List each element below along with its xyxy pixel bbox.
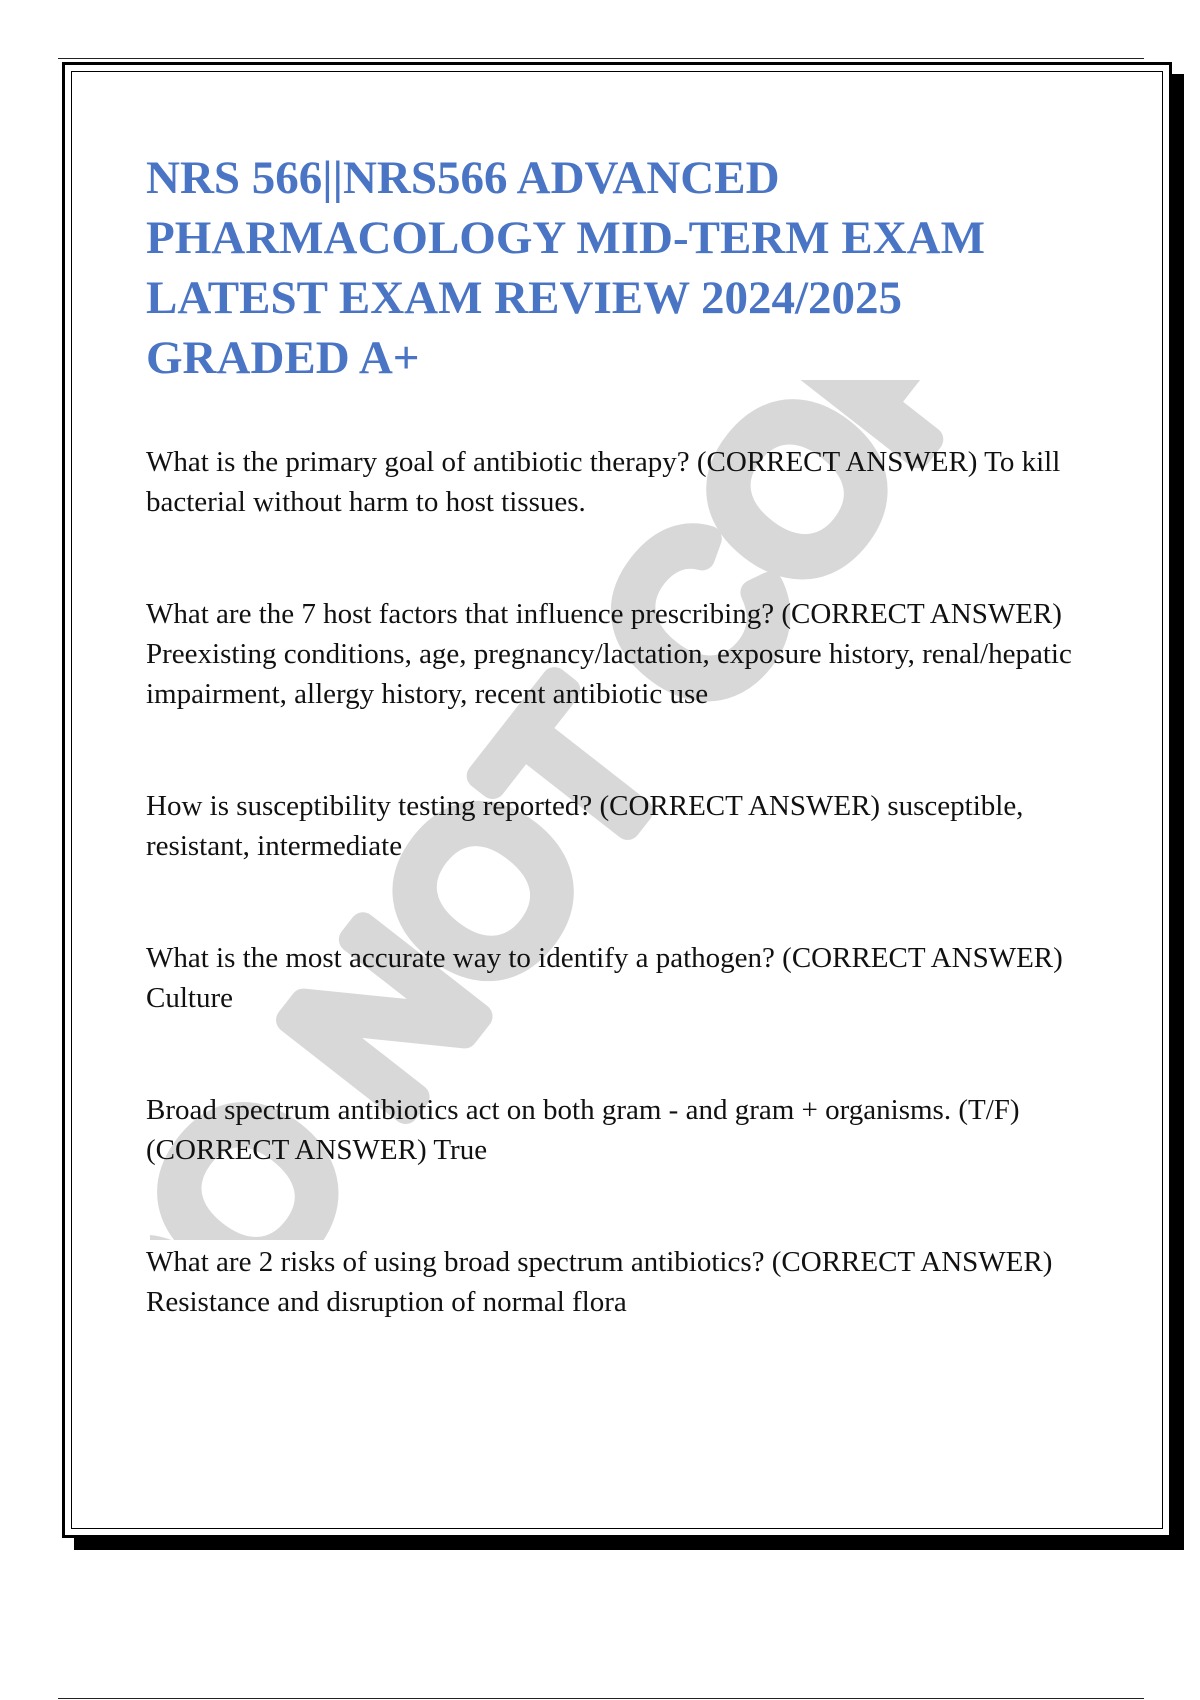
qa-item-5: Broad spectrum antibiotics act on both gram - and gram + organisms. (T/F) (CORRECT ANSWER) True xyxy=(146,1094,1020,1166)
qa-item-6: What are 2 risks of using broad spectrum antibiotics? (CORRECT ANSWER) Resistance and disruption of normal flora xyxy=(146,1246,1053,1318)
qa-item-2: What are the 7 host factors that influence prescribing? (CORRECT ANSWER) Preexisting conditions, age, pregnancy/lactation, exposure history, renal/hepatic impairment, allergy history, recent antibiotic use xyxy=(146,598,1072,710)
top-rule xyxy=(58,58,1144,59)
qa-item-1: What is the primary goal of antibiotic therapy? (CORRECT ANSWER) To kill bacterial without harm to host tissues. xyxy=(146,446,1061,518)
watermark-text: NOT COPY xyxy=(241,380,1030,1154)
document-title: NRS 566||NRS566 ADVANCED PHARMACOLOGY MID-TERM EXAM LATEST EXAM REVIEW 2024/2025 GRADED A+ xyxy=(146,152,985,384)
qa-item-4: What is the most accurate way to identify a pathogen? (CORRECT ANSWER) Culture xyxy=(146,942,1063,1014)
bottom-rule xyxy=(58,1698,1144,1699)
document-content xyxy=(146,148,1096,1322)
qa-item-3: How is susceptibility testing reported? (CORRECT ANSWER) susceptible, resistant, intermediate xyxy=(146,790,1024,862)
